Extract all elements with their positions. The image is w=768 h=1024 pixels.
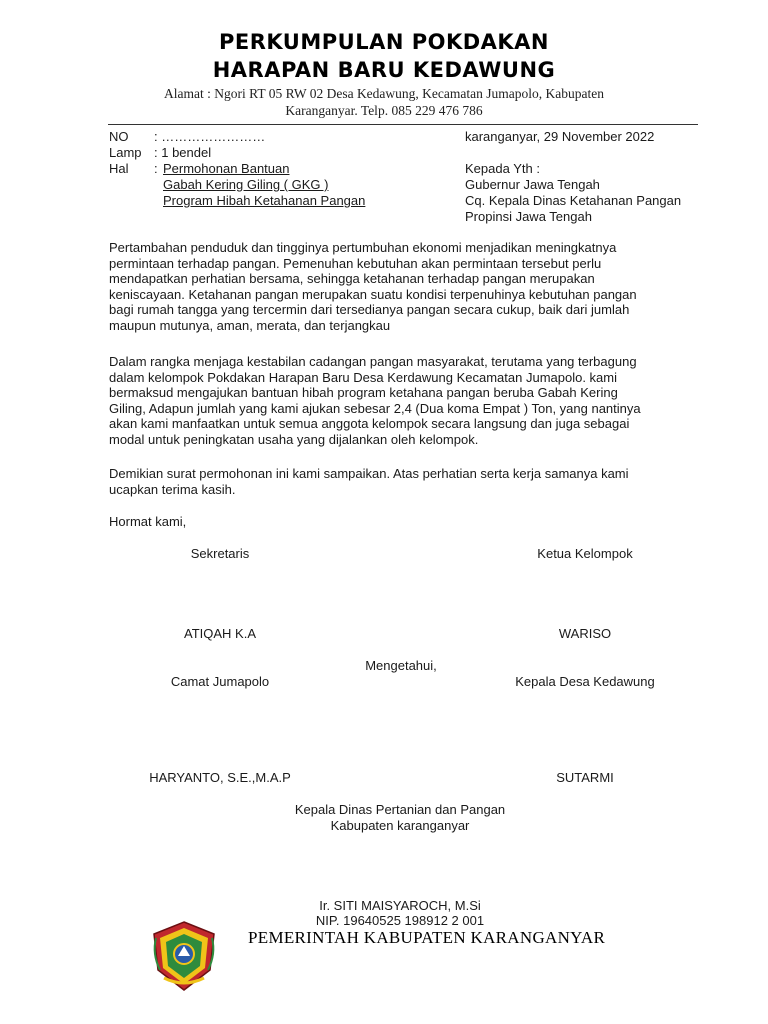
hal-colon: :: [154, 161, 158, 176]
acknowledged-label: Mengetahui,: [365, 658, 437, 673]
paragraph-line: Pertambahan penduduk dan tingginya pertumbuhan ekonomi menjadikan meningkatnya: [109, 240, 617, 255]
body-paragraph-1: [109, 240, 709, 334]
lamp-value: : 1 bendel: [154, 145, 212, 160]
hal-label: Hal: [109, 161, 129, 176]
paragraph-line: akan kami manfaatkan untuk semua anggota kelompok secara langsung dan juga sebagai: [109, 416, 630, 432]
header-divider: [108, 124, 698, 125]
paragraph-line: dalam kelompok Pokdakan Harapan Baru Desa Kerdawung Kecamatan Jumapolo. kami: [109, 369, 618, 385]
paragraph-line: modal untuk peningkatan usaha yang dijalankan oleh kelompok.: [109, 431, 479, 447]
recipient-line1: Kepada Yth :: [465, 161, 540, 176]
dinas-head-name: Ir. SITI MAISYAROCH, M.Si: [319, 898, 481, 913]
camat-title: Camat Jumapolo: [170, 674, 270, 689]
address-line2: Karanganyar. Telp. 085 229 476 786: [285, 103, 483, 118]
paragraph-line: keniscayaan. Ketahanan pangan merupakan suatu kondisi terpenuhinya kebutuhan pangan: [109, 286, 637, 302]
dinas-title-line2: Kabupaten karanganyar: [330, 818, 470, 833]
no-label: NO: [109, 129, 129, 144]
paragraph-line: Demikian surat permohonan ini kami sampaikan. Atas perhatian serta kerja samanya kami: [109, 466, 629, 481]
body-paragraph-3: [109, 466, 709, 497]
dinas-head-nip: NIP. 19640525 198912 2 001: [315, 913, 485, 928]
secretary-name: ATIQAH K.A: [184, 626, 256, 641]
chair-name: WARISO: [558, 626, 612, 641]
camat-name: HARYANTO, S.E.,M.A.P: [149, 770, 291, 785]
subject-line2: Gabah Kering Giling ( GKG ): [163, 177, 329, 192]
lamp-label: Lamp: [109, 145, 142, 160]
recipient-line4: Propinsi Jawa Tengah: [465, 209, 592, 224]
paragraph-line: bagi rumah tangga yang tercermin dari tersedianya pangan secara cukup, baik dari jumlah: [109, 302, 630, 318]
subject-line1: Permohonan Bantuan: [163, 161, 290, 176]
dinas-title-line1: Kepala Dinas Pertanian dan Pangan: [294, 802, 506, 817]
paragraph-line: Giling, Adapun jumlah yang kami ajukan sebesar 2,4 (Dua koma Empat ) Ton, yang nantinya: [109, 400, 641, 416]
body-paragraph-2: [109, 354, 709, 448]
letter-date: karanganyar, 29 November 2022: [465, 129, 655, 144]
paragraph-line: permintaan terhadap pangan. Pemenuhan kebutuhan akan permintaan tersebut perlu: [109, 255, 602, 271]
recipient-line3: Cq. Kepala Dinas Ketahanan Pangan: [465, 193, 682, 208]
no-value: : ……………………: [154, 129, 266, 144]
village-head-title: Kepala Desa Kedawung: [515, 674, 655, 689]
organization-name-line2: HARAPAN BARU KEDAWUNG: [212, 58, 556, 82]
paragraph-line: mendapatkan perhatian bersama, sehingga ketahanan terhadap pangan merupakan: [109, 271, 595, 287]
village-head-name: SUTARMI: [556, 770, 614, 785]
recipient-line2: Gubernur Jawa Tengah: [465, 177, 600, 192]
subject-line3: Program Hibah Ketahanan Pangan: [163, 193, 366, 208]
karanganyar-emblem-icon: [150, 920, 218, 992]
address-line1: Alamat : Ngori RT 05 RW 02 Desa Kedawung, Kecamatan Jumapolo, Kabupaten: [164, 86, 604, 101]
chair-title: Ketua Kelompok: [537, 546, 633, 561]
paragraph-line: ucapkan terima kasih.: [109, 481, 236, 497]
secretary-title: Sekretaris: [190, 546, 250, 561]
paragraph-line: maupun mutunya, aman, merata, dan terjangkau: [109, 317, 391, 333]
government-footer: PEMERINTAH KABUPATEN KARANGANYAR: [248, 928, 606, 947]
paragraph-line: bermaksud mengajukan bantuan hibah program ketahana pangan beruba Gabah Kering: [109, 385, 618, 401]
closing-greeting: Hormat kami,: [109, 514, 187, 529]
organization-name-line1: PERKUMPULAN POKDAKAN: [218, 30, 550, 54]
paragraph-line: Dalam rangka menjaga kestabilan cadangan pangan masyarakat, terutama yang terbagung: [109, 354, 637, 369]
